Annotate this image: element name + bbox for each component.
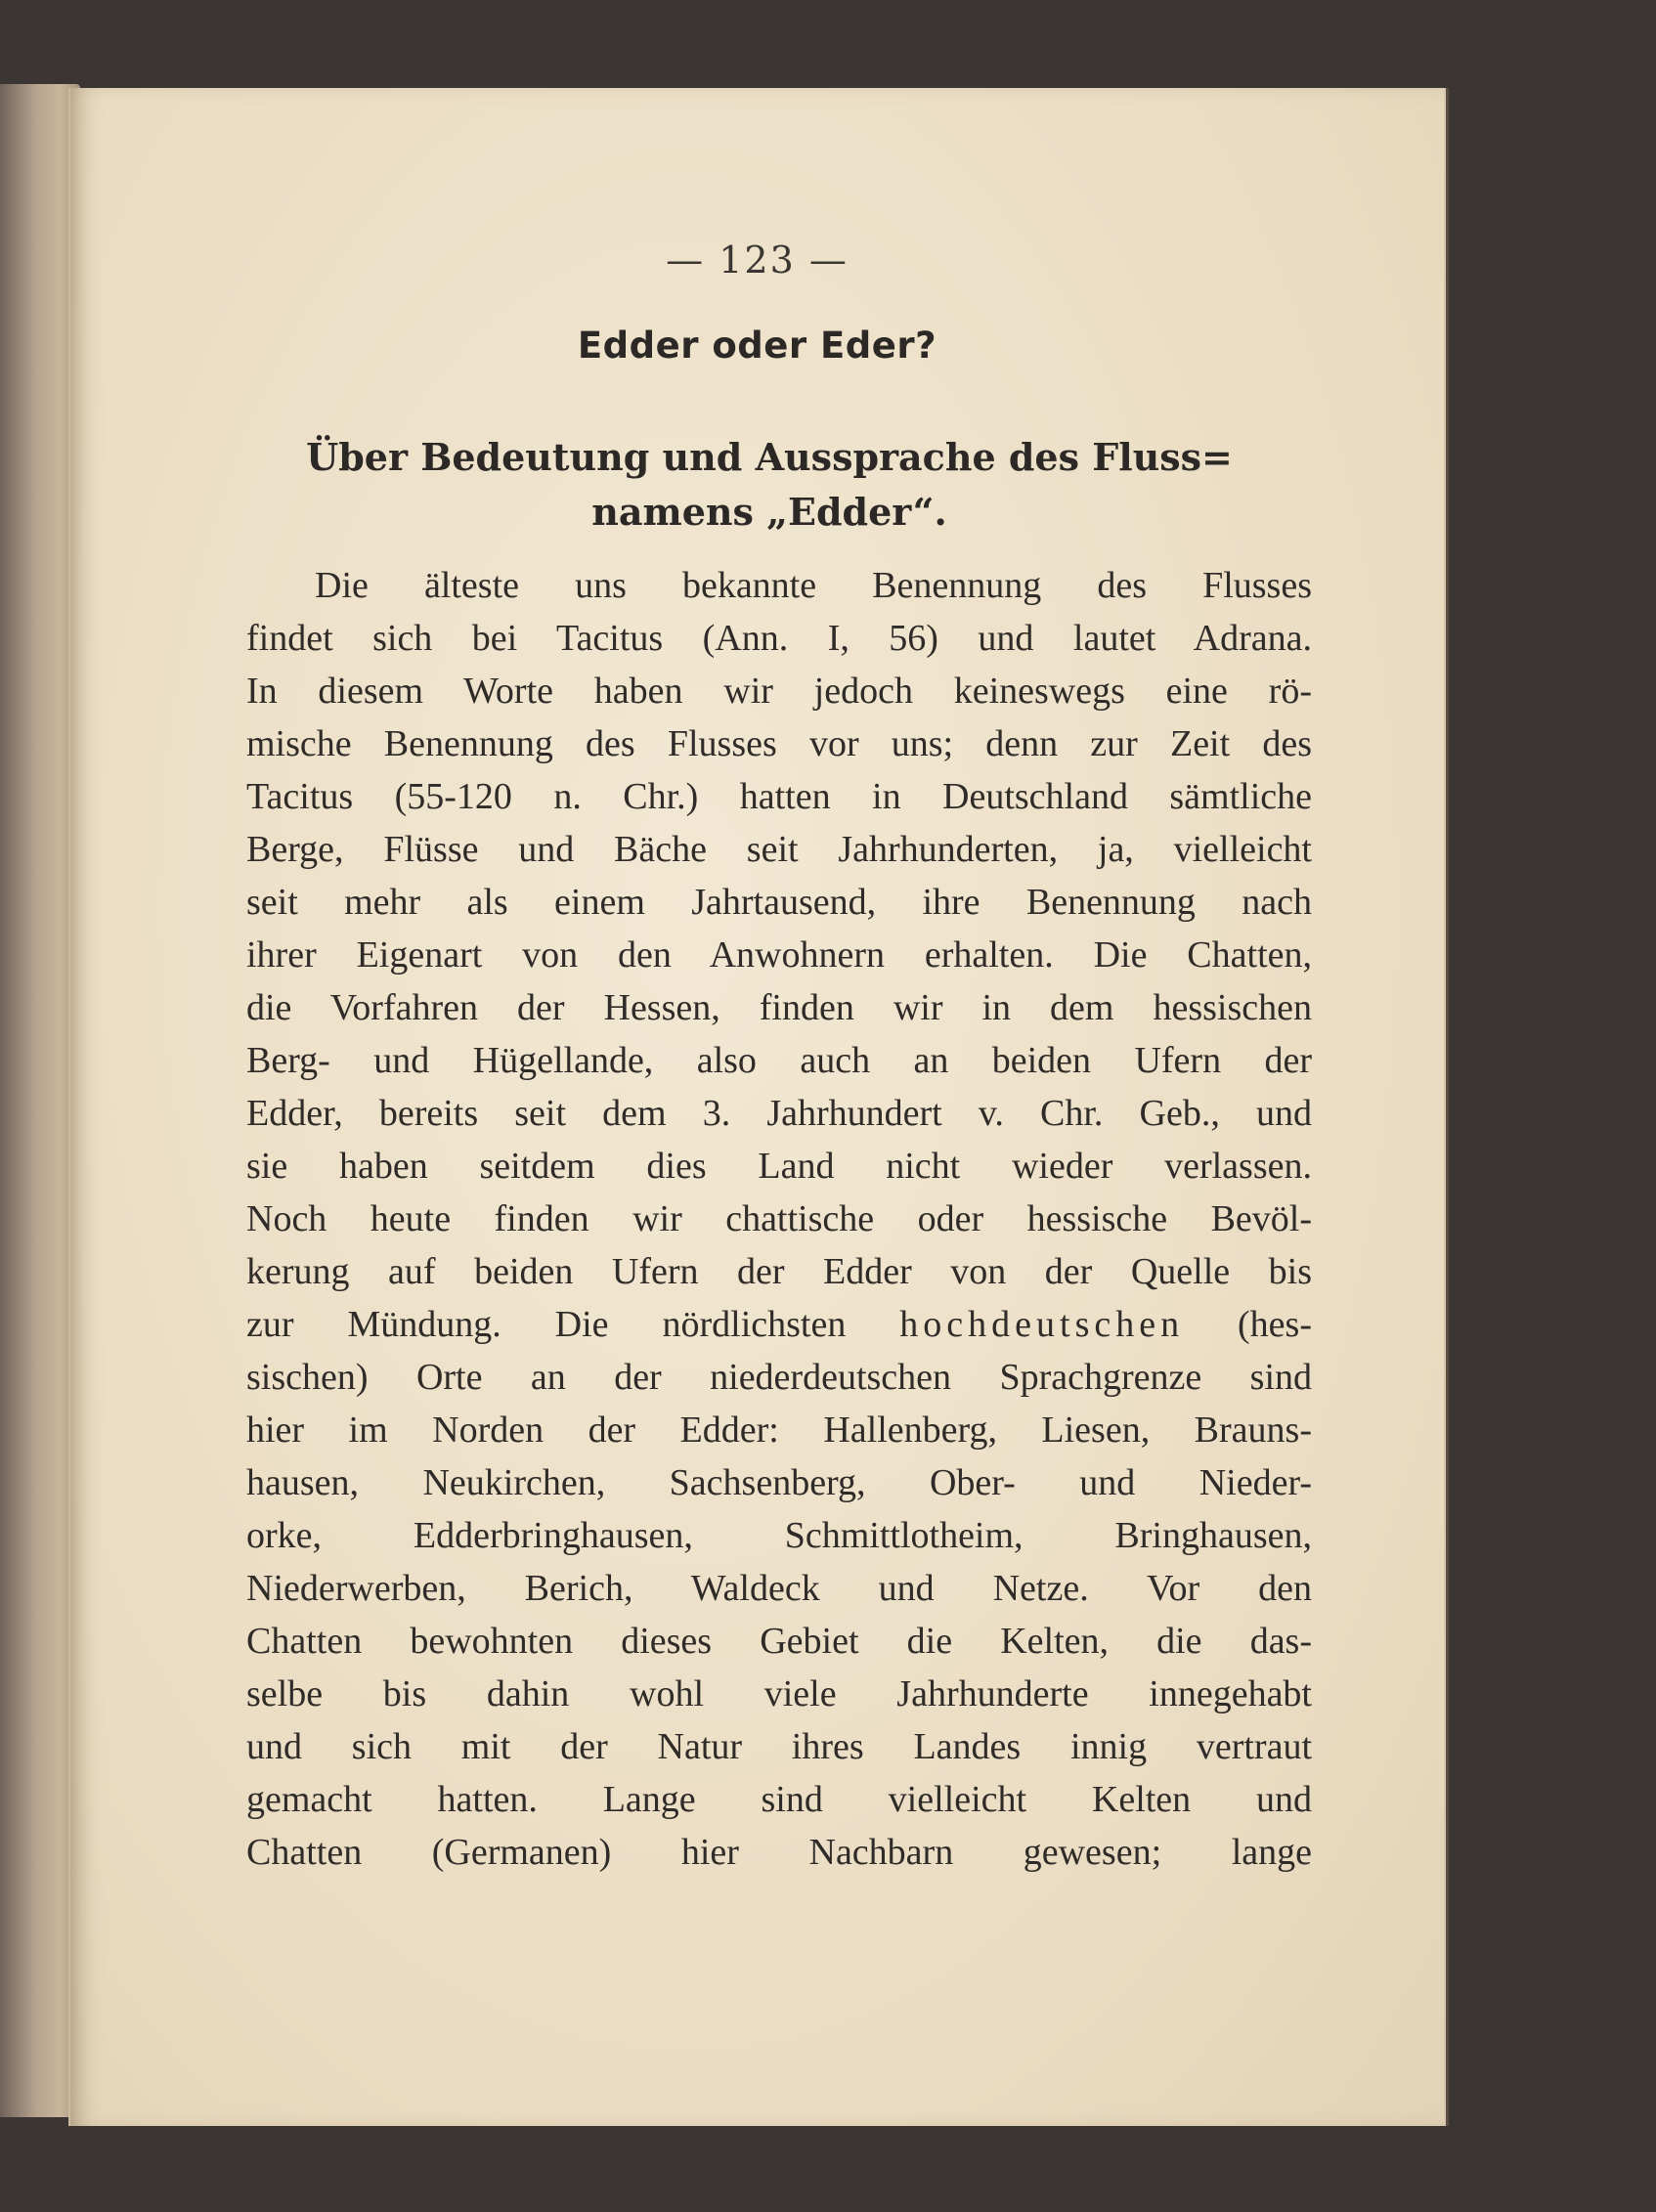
text-line: Die älteste uns bekannte Benennung des Flusses [315, 565, 1312, 606]
text-segment: zur Mündung. Die nördlichsten [246, 1304, 847, 1345]
subtitle-line-2: namens „Edder“. [591, 490, 947, 534]
text-line: orke, Edderbringhausen, Schmittlotheim, Bringhausen, [246, 1515, 1312, 1556]
text-line: sischen) Orte an der niederdeutschen Sprachgrenze sind [246, 1357, 1312, 1398]
text-line: Edder, bereits seit dem 3. Jahrhundert v. Chr. Geb., und [246, 1093, 1312, 1134]
text-line: hier im Norden der Edder: Hallenberg, Liesen, Brauns- [246, 1410, 1312, 1451]
text-line: seit mehr als einem Jahrtausend, ihre Benennung nach [246, 882, 1312, 923]
page-number: — 123 — [666, 239, 849, 282]
text-line: Tacitus (55-120 n. Chr.) hatten in Deutschland sämtliche [246, 776, 1312, 817]
page-title: Edder oder Eder? [577, 325, 937, 367]
text-line [246, 1298, 1312, 1351]
section-subtitle [276, 430, 1263, 540]
emphasized-word: hochdeutschen [899, 1304, 1185, 1345]
text-line: die Vorfahren der Hessen, finden wir in dem hessischen [246, 987, 1312, 1028]
text-line: Chatten bewohnten dieses Gebiet die Kelten, die das- [246, 1621, 1312, 1662]
text-line: ihrer Eigenart von den Anwohnern erhalten. Die Chatten, [246, 934, 1312, 976]
text-line: In diesem Worte haben wir jedoch keineswegs eine rö- [246, 671, 1312, 712]
text-line: sie haben seitdem dies Land nicht wieder verlassen. [246, 1146, 1312, 1187]
subtitle-line-1: Über Bedeutung und Aussprache des Fluss= [306, 435, 1233, 479]
text-line: und sich mit der Natur ihres Landes innig vertraut [246, 1726, 1312, 1767]
text-line: selbe bis dahin wohl viele Jahrhunderte innegehabt [246, 1673, 1312, 1714]
text-line: Noch heute finden wir chattische oder hessische Bevöl- [246, 1198, 1312, 1239]
text-line: findet sich bei Tacitus (Ann. I, 56) und lautet Adrana. [246, 618, 1312, 659]
book-page [68, 88, 1444, 2126]
text-line: mische Benennung des Flusses vor uns; denn zur Zeit des [246, 723, 1312, 764]
text-line: Berg- und Hügellande, also auch an beiden Ufern der [246, 1040, 1312, 1081]
text-line: Berge, Flüsse und Bäche seit Jahrhunderten, ja, vielleicht [246, 829, 1312, 870]
text-segment: (hes- [1238, 1304, 1312, 1345]
text-line: Niederwerben, Berich, Waldeck und Netze. Vor den [246, 1568, 1312, 1609]
text-line: kerung auf beiden Ufern der Edder von der Quelle bis [246, 1251, 1312, 1292]
text-line: Chatten (Germanen) hier Nachbarn gewesen; lange [246, 1832, 1312, 1873]
text-line: gemacht hatten. Lange sind vielleicht Kelten und [246, 1779, 1312, 1820]
body-paragraph [246, 559, 1312, 1879]
text-line: hausen, Neukirchen, Sachsenberg, Ober- und Nieder- [246, 1462, 1312, 1503]
